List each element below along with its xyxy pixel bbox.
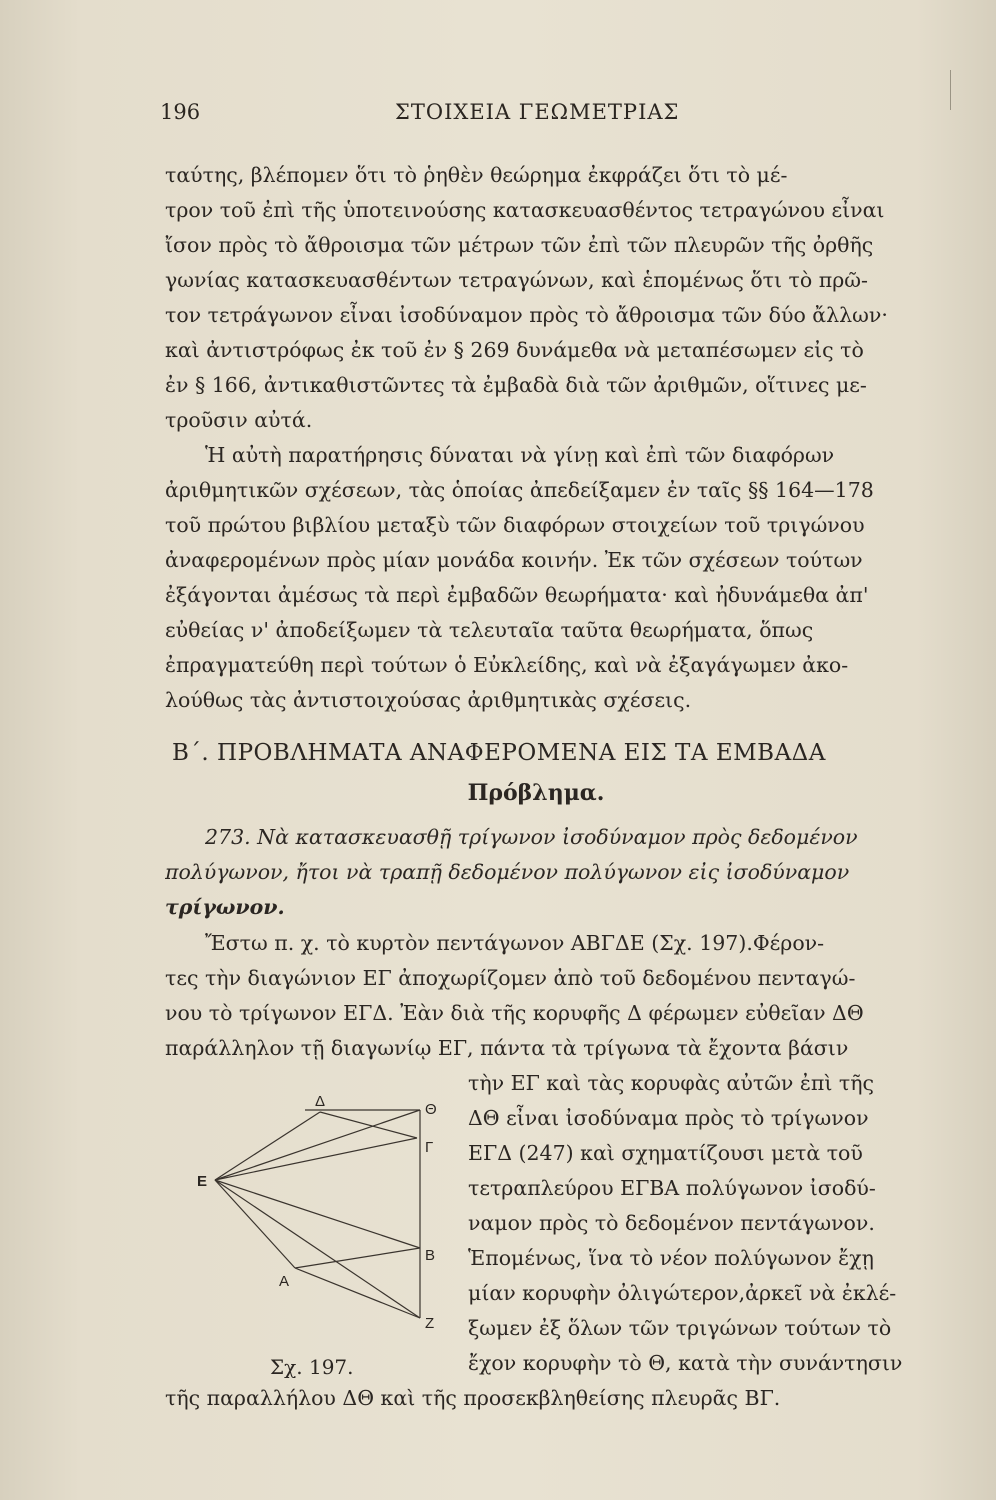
body-line: γωνίας κατασκευασθέντων τετραγώνων, καὶ ἑπομένως ὅτι τὸ πρῶ-: [165, 268, 868, 292]
solution-narrow-line: μίαν κορυφὴν ὀλιγώτερον,ἀρκεῖ νὰ ἐκλέ-: [468, 1281, 897, 1305]
diagonal-e-gamma: [215, 1138, 417, 1180]
body-line: ἐν § 166, ἀντικαθιστῶντες τὰ ἐμβαδὰ διὰ τῶν ἀριθμῶν, οἵτινες με-: [165, 373, 867, 397]
solution-line: τες τὴν διαγώνιον ΕΓ ἀποχωρίζομεν ἀπὸ τοῦ δεδομένου πενταγώ-: [165, 966, 856, 990]
label-beta: Β: [425, 1247, 436, 1264]
paragraph-line: ἐπραγματεύθη περὶ τούτων ὁ Εὐκλείδης, καὶ νὰ ἐξαγάγωμεν ἀκο-: [165, 653, 849, 677]
label-alpha: Α: [279, 1273, 290, 1290]
page-header: [160, 100, 920, 130]
problem-statement-line: πολύγωνον, ἤτοι νὰ τραπῇ δεδομένον πολύγωνον εἰς ἰσοδύναμον: [165, 860, 850, 884]
line-e-zeta: [215, 1180, 420, 1318]
paragraph-line: Ἡ αὐτὴ παρατήρησις δύναται νὰ γίνῃ καὶ ἐπὶ τῶν διαφόρων: [205, 443, 835, 467]
solution-narrow-line: τὴν ΕΓ καὶ τὰς κορυφὰς αὐτῶν ἐπὶ τῆς: [468, 1071, 875, 1095]
paragraph-line: ἐξάγονται ἀμέσως τὰ περὶ ἐμβαδῶν θεωρήματα· καὶ ἠδυνάμεθα ἀπ': [165, 583, 869, 607]
solution-narrow-line: ΔΘ εἶναι ἰσοδύναμα πρὸς τὸ τρίγωνον: [468, 1106, 869, 1130]
paragraph-line: τοῦ πρώτου βιβλίου μεταξὺ τῶν διαφόρων στοιχείων τοῦ τριγώνου: [165, 513, 865, 537]
section-heading: Β΄. ΠΡΟΒΛΗΜΑΤΑ ΑΝΑΦΕΡΟΜΕΝΑ ΕΙΣ ΤΑ ΕΜΒΑΔΑ: [172, 740, 826, 766]
solution-last-line: τῆς παραλλήλου ΔΘ καὶ τῆς προσεκβληθείσης πλευρᾶς ΒΓ.: [165, 1386, 781, 1410]
solution-narrow-line: ναμον πρὸς τὸ δεδομένον πεντάγωνον.: [468, 1211, 875, 1235]
problem-heading: Πρόβλημα.: [467, 780, 605, 806]
label-theta: Θ: [425, 1101, 437, 1118]
page-number: 196: [160, 100, 201, 124]
paragraph-line: εὐθείας ν' ἀποδείξωμεν τὰ τελευταῖα ταῦτα θεωρήματα, ὅπως: [165, 618, 814, 642]
problem-statement-line: 273. Νὰ κατασκευασθῇ τρίγωνον ἰσοδύναμον πρὸς δεδομένον: [205, 825, 858, 849]
figure-caption: Σχ. 197.: [270, 1355, 354, 1379]
page-edge-mark: [950, 70, 957, 110]
solution-line: παράλληλον τῇ διαγωνίῳ ΕΓ, πάντα τὰ τρίγωνα τὰ ἔχοντα βάσιν: [165, 1036, 849, 1060]
label-epsilon: Ε: [197, 1173, 208, 1190]
solution-narrow-line: ξωμεν ἐξ ὅλων τῶν τριγώνων τούτων τὸ: [468, 1316, 892, 1340]
body-line: τρον τοῦ ἐπὶ τῆς ὑποτεινούσης κατασκευασθέντος τετραγώνου εἶναι: [165, 198, 885, 222]
body-line: ἴσον πρὸς τὸ ἄθροισμα τῶν μέτρων τῶν ἐπὶ τῶν πλευρῶν τῆς ὀρθῆς: [165, 233, 874, 257]
label-zeta: Ζ: [425, 1315, 435, 1332]
pentagon-diagram: [195, 1088, 455, 1348]
paragraph-line: ἀριθμητικῶν σχέσεων, τὰς ὁποίας ἀπεδείξαμεν ἐν ταῖς §§ 164—178: [165, 478, 874, 502]
solution-line: νου τὸ τρίγωνον ΕΓΔ. Ἐὰν διὰ τῆς κορυφῆς Δ φέρωμεν εὐθεῖαν ΔΘ: [165, 1001, 864, 1025]
solution-narrow-line: ἔχον κορυφὴν τὸ Θ, κατὰ τὴν συνάντησιν: [468, 1351, 903, 1375]
body-line: τον τετράγωνον εἶναι ἰσοδύναμον πρὸς τὸ ἄθροισμα τῶν δύο ἄλλων·: [165, 303, 888, 327]
solution-narrow-line: τετραπλεύρου ΕΓΒΑ πολύγωνον ἰσοδύ-: [468, 1176, 876, 1200]
body-line: καὶ ἀντιστρόφως ἐκ τοῦ ἐν § 269 δυνάμεθα νὰ μεταπέσωμεν εἰς τὸ: [165, 338, 864, 362]
line-e-theta: [215, 1110, 420, 1180]
body-line: τροῦσιν αὐτά.: [165, 408, 313, 432]
solution-narrow-line: ΕΓΔ (247) καὶ σχηματίζουσι μετὰ τοῦ: [468, 1141, 863, 1165]
edge-alpha-beta: [295, 1248, 420, 1268]
edge-e-delta: [215, 1112, 320, 1180]
paragraph-line: λούθως τὰς ἀντιστοιχούσας ἀριθμητικὰς σχέσεις.: [165, 688, 692, 712]
body-line: ταύτης, βλέπομεν ὅτι τὸ ῥηθὲν θεώρημα ἐκφράζει ὅτι τὸ μέ-: [165, 163, 788, 187]
running-title: ΣΤΟΙΧΕΙΑ ΓΕΩΜΕΤΡΙΑΣ: [395, 100, 680, 124]
geometry-figure: [195, 1088, 455, 1348]
label-gamma: Γ: [425, 1139, 434, 1156]
paragraph-line: ἀναφερομένων πρὸς μίαν μονάδα κοινήν. Ἐκ τῶν σχέσεων τούτων: [165, 548, 863, 572]
label-delta: Δ: [315, 1093, 326, 1110]
solution-line: Ἔστω π. χ. τὸ κυρτὸν πεντάγωνον ΑΒΓΔΕ (Σχ. 197).Φέρον-: [205, 931, 825, 955]
problem-statement-line: τρίγωνον.: [165, 895, 285, 919]
solution-narrow-line: Ἑπομένως, ἵνα τὸ νέον πολύγωνον ἔχῃ: [468, 1246, 874, 1270]
